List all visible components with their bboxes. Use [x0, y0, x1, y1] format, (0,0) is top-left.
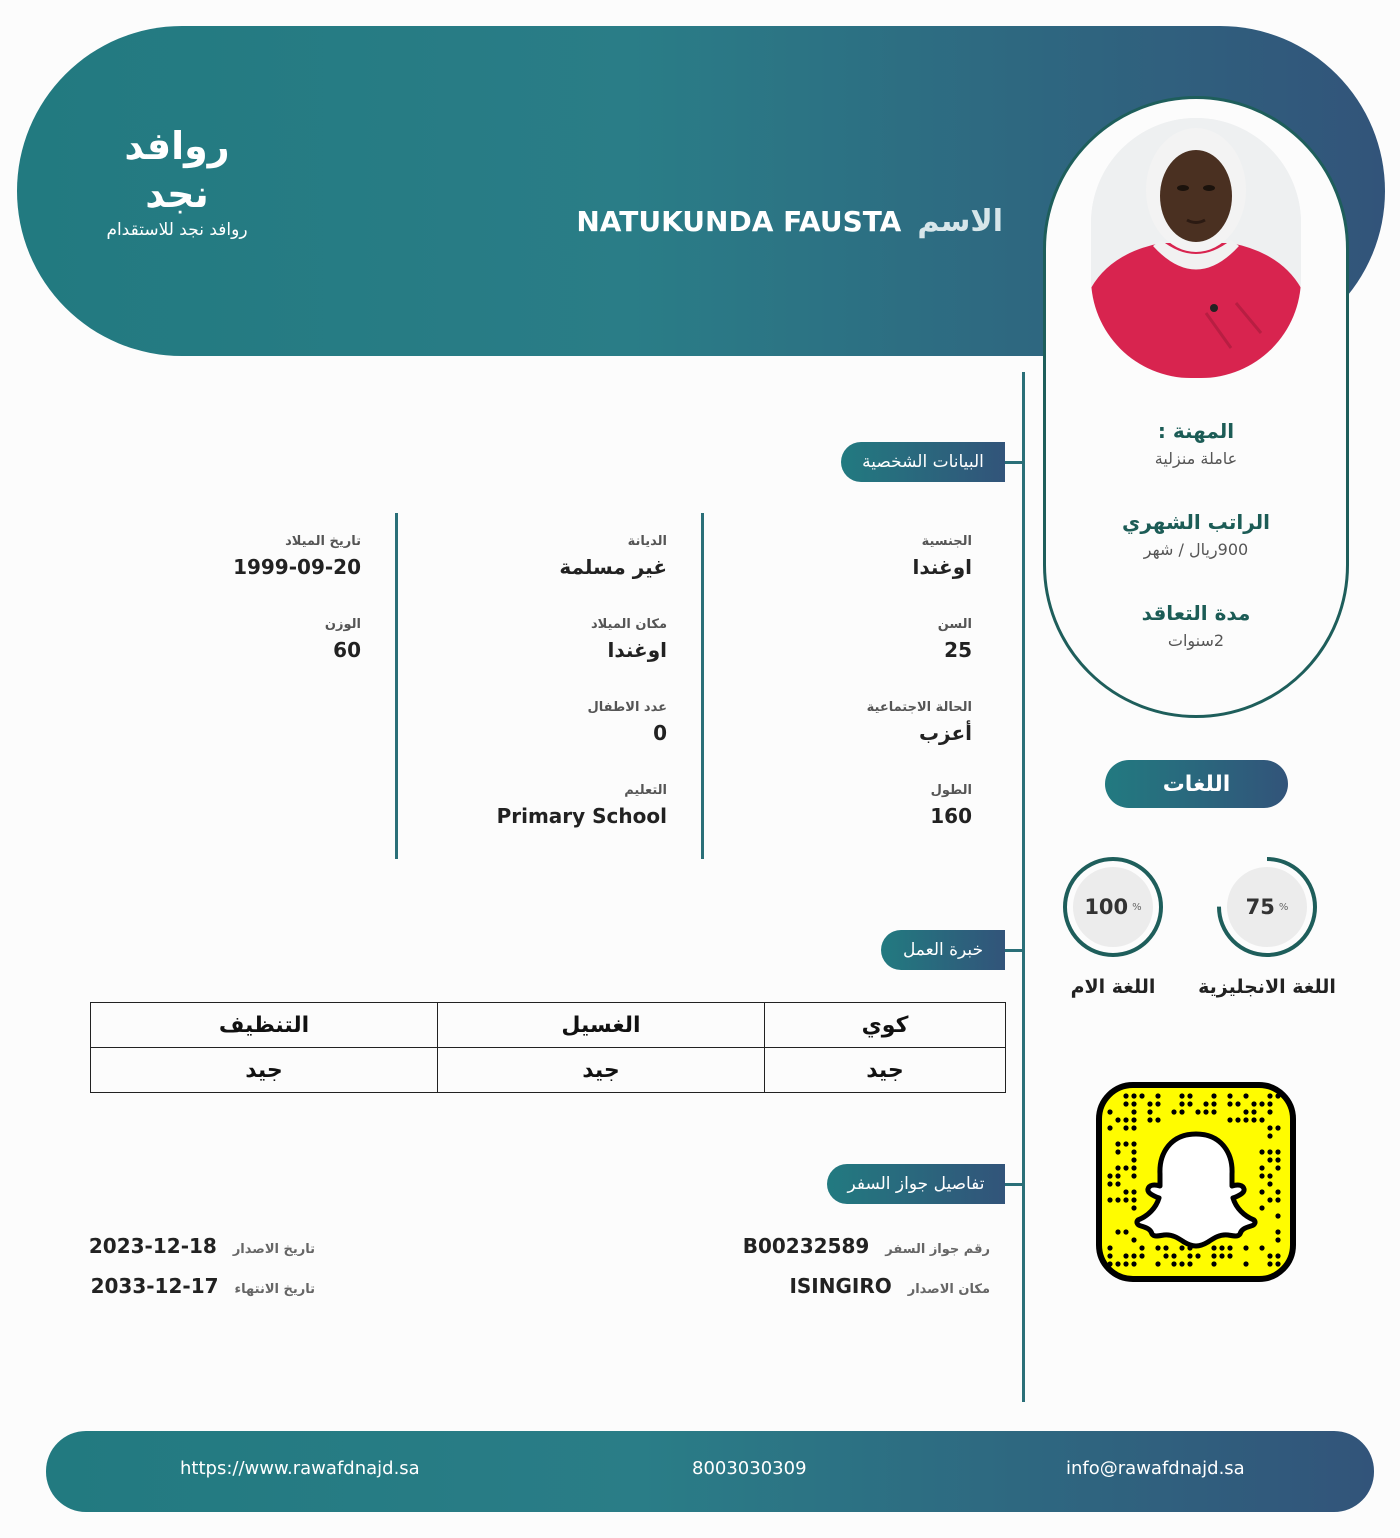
salary-value: 900ريال / شهر: [1143, 540, 1249, 559]
worker-photo: [1091, 118, 1301, 378]
field-label: الديانة: [627, 534, 667, 549]
field-label: التعليم: [624, 783, 667, 798]
email-link[interactable]: info@rawafdnajd.sa: [1066, 1458, 1245, 1479]
native-skill-ring: [1062, 856, 1164, 958]
dob-field: [101, 532, 361, 582]
children-field: [407, 698, 667, 748]
percent-unit: %: [1278, 901, 1289, 913]
issue-date-row: [89, 1234, 315, 1258]
height-field: [712, 781, 972, 831]
column-divider: [395, 513, 398, 859]
field-value: 160: [930, 804, 972, 828]
table-row: [91, 1048, 1006, 1093]
section-connector: [1005, 1183, 1023, 1186]
work-experience-table: [90, 1002, 1006, 1093]
field-value: اوغندا: [607, 638, 667, 662]
field-label: الجنسية: [921, 534, 972, 549]
website-link[interactable]: https://www.rawafdnajd.sa: [180, 1458, 420, 1479]
field-value: اوغندا: [912, 555, 972, 579]
issue-date-label: تاريخ الاصدار: [232, 1242, 315, 1257]
percent-value: 100: [1084, 895, 1129, 919]
expiry-date: 2033-12-17: [90, 1274, 219, 1298]
name-label: الاسم: [917, 204, 1003, 239]
field-value: Primary School: [496, 804, 667, 828]
contract-label: مدة التعاقد: [1141, 601, 1251, 625]
education-field: [407, 781, 667, 831]
company-logo: [87, 122, 267, 242]
languages-title: اللغات: [1105, 760, 1288, 808]
field-label: الوزن: [324, 617, 361, 632]
column-divider: [701, 513, 704, 859]
section-connector: [1005, 949, 1023, 952]
percent-unit: %: [1132, 901, 1142, 913]
profession-block: [1046, 417, 1346, 473]
field-value: 60: [333, 638, 361, 662]
contract-block: [1046, 599, 1346, 655]
passport-number: B00232589: [742, 1234, 870, 1258]
expiry-date-row: [91, 1274, 315, 1298]
table-cell: جيد: [91, 1048, 438, 1093]
table-header-cell: كوي: [765, 1003, 1006, 1048]
table-header-row: [91, 1003, 1006, 1048]
passport-section-title: تفاصيل جواز السفر: [827, 1164, 1005, 1204]
passport-number-row: [743, 1234, 990, 1258]
profile-card: [1043, 96, 1349, 718]
field-label: مكان الميلاد: [590, 617, 667, 632]
worker-name-row: [576, 204, 1003, 239]
field-value: غير مسلمة: [559, 555, 667, 579]
field-value: 25: [944, 638, 972, 662]
skill-percent: [1227, 867, 1307, 947]
snapcode-qr[interactable]: [1096, 1082, 1296, 1282]
english-language-label: اللغة الانجليزية: [1198, 976, 1336, 998]
personal-section-title: البيانات الشخصية: [841, 442, 1005, 482]
age-field: [712, 615, 972, 665]
contract-value: 2سنوات: [1167, 631, 1225, 650]
table-header-cell: الغسيل: [438, 1003, 765, 1048]
nationality-field: [712, 532, 972, 582]
logo-subtitle: روافد نجد للاستقدام: [106, 220, 248, 240]
logo-mark: روافد نجد: [124, 124, 230, 216]
table-header-cell: التنظيف: [91, 1003, 438, 1048]
issue-place: ISINGIRO: [789, 1274, 892, 1298]
issue-date: 2023-12-18: [88, 1234, 217, 1258]
field-label: السن: [937, 617, 972, 632]
profession-value: عاملة منزلية: [1154, 449, 1238, 468]
field-label: الحالة الاجتماعية: [866, 700, 972, 715]
religion-field: [407, 532, 667, 582]
english-skill-ring: [1216, 856, 1318, 958]
skill-percent: [1073, 867, 1153, 947]
table-cell: جيد: [765, 1048, 1006, 1093]
field-value: 1999-09-20: [233, 555, 361, 579]
table-cell: جيد: [438, 1048, 765, 1093]
expiry-date-label: تاريخ الانتهاء: [234, 1282, 315, 1297]
phone-number[interactable]: 8003030309: [692, 1458, 807, 1479]
work-section-title: خبرة العمل: [881, 930, 1005, 970]
marital-field: [712, 698, 972, 748]
field-value: أعزب: [918, 721, 972, 745]
salary-label: الراتب الشهري: [1122, 510, 1270, 534]
issue-place-row: [789, 1274, 990, 1298]
native-language-label: اللغة الام: [1070, 976, 1156, 998]
profession-label: المهنة :: [1157, 419, 1235, 443]
field-label: عدد الاطفال: [587, 700, 667, 715]
section-connector: [1005, 461, 1023, 464]
field-label: تاريخ الميلاد: [285, 534, 361, 549]
salary-block: [1046, 508, 1346, 564]
field-label: الطول: [930, 783, 972, 798]
percent-value: 75: [1245, 895, 1275, 919]
field-value: 0: [653, 721, 667, 745]
footer-bar: [46, 1431, 1374, 1512]
issue-place-label: مكان الاصدار: [907, 1282, 990, 1297]
birthplace-field: [407, 615, 667, 665]
worker-name: NATUKUNDA FAUSTA: [576, 205, 902, 238]
passport-number-label: رقم جواز السفر: [885, 1242, 990, 1257]
weight-field: [101, 615, 361, 665]
vertical-divider: [1022, 372, 1025, 1402]
